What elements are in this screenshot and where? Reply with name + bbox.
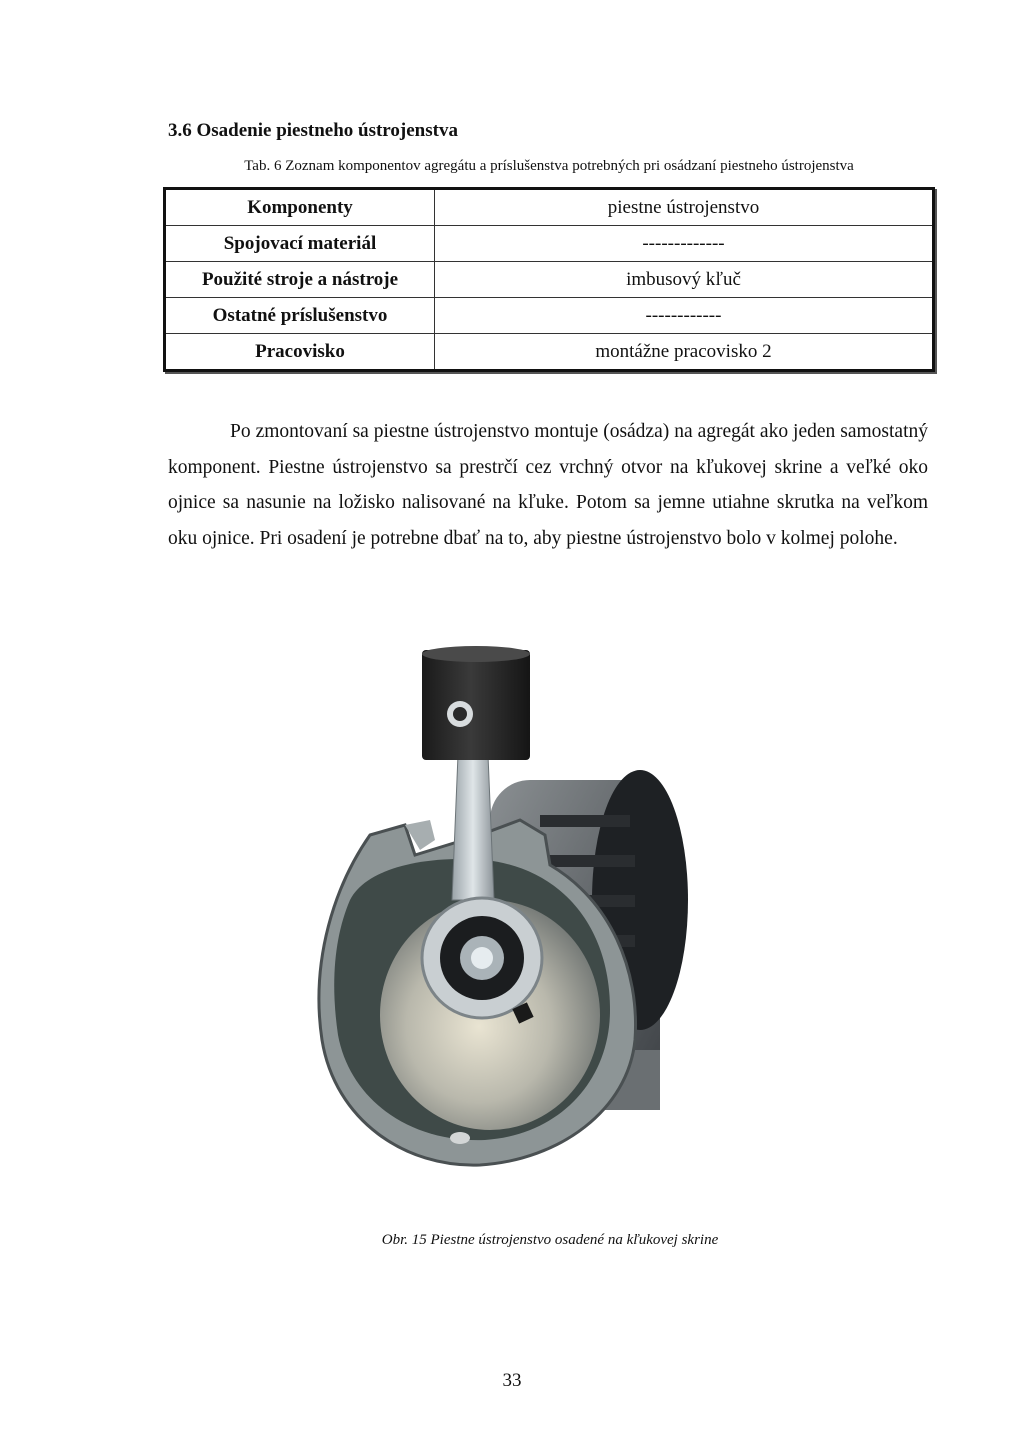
table-key-cell: Pracovisko bbox=[165, 334, 435, 371]
table-key-cell: Spojovací materiál bbox=[165, 226, 435, 262]
piston bbox=[422, 650, 530, 760]
table-value-cell: ------------ bbox=[435, 298, 934, 334]
table-value-cell: montážne pracovisko 2 bbox=[435, 334, 934, 371]
table-row bbox=[165, 262, 934, 298]
piston-crankcase-illustration bbox=[310, 640, 720, 1180]
figure-caption: Obr. 15 Piestne ústrojenstvo osadené na kľukovej skrine bbox=[381, 1232, 719, 1248]
connecting-rod bbox=[452, 755, 494, 900]
table-key-cell: Komponenty bbox=[165, 189, 435, 226]
table-row bbox=[165, 298, 934, 334]
section-heading: 3.6 Osadenie piestneho ústrojenstva bbox=[168, 120, 458, 141]
table-key-cell: Ostatné príslušenstvo bbox=[165, 298, 435, 334]
table-value-cell: ------------- bbox=[435, 226, 934, 262]
table-caption: Tab. 6 Zoznam komponentov agregátu a príslušenstva potrebných pri osádzaní piestneho ústrojenstva bbox=[244, 158, 854, 174]
table-value-cell: imbusový kľuč bbox=[435, 262, 934, 298]
table-row bbox=[165, 226, 934, 262]
page-number: 33 bbox=[502, 1370, 522, 1391]
body-paragraph: Po zmontovaní sa piestne ústrojenstvo montuje (osádza) na agregát ako jeden samostatný komponent. Piestne ústrojenstvo sa prestrčí cez vrchný otvor na kľukovej skrine a veľké oko ojnice sa nasunie na ložisko nalisované na kľuke. Potom sa jemne utiahne skrutka na veľkom oku ojnice. Pri osadení je potrebne dbať na to, aby piestne ústrojenstvo bolo v kolmej polohe. bbox=[168, 421, 928, 549]
table-row bbox=[165, 334, 934, 371]
table-key-cell: Použité stroje a nástroje bbox=[165, 262, 435, 298]
figure-image bbox=[310, 640, 720, 1180]
components-table bbox=[163, 187, 935, 372]
table-row bbox=[165, 189, 934, 226]
table-value-cell: piestne ústrojenstvo bbox=[435, 189, 934, 226]
